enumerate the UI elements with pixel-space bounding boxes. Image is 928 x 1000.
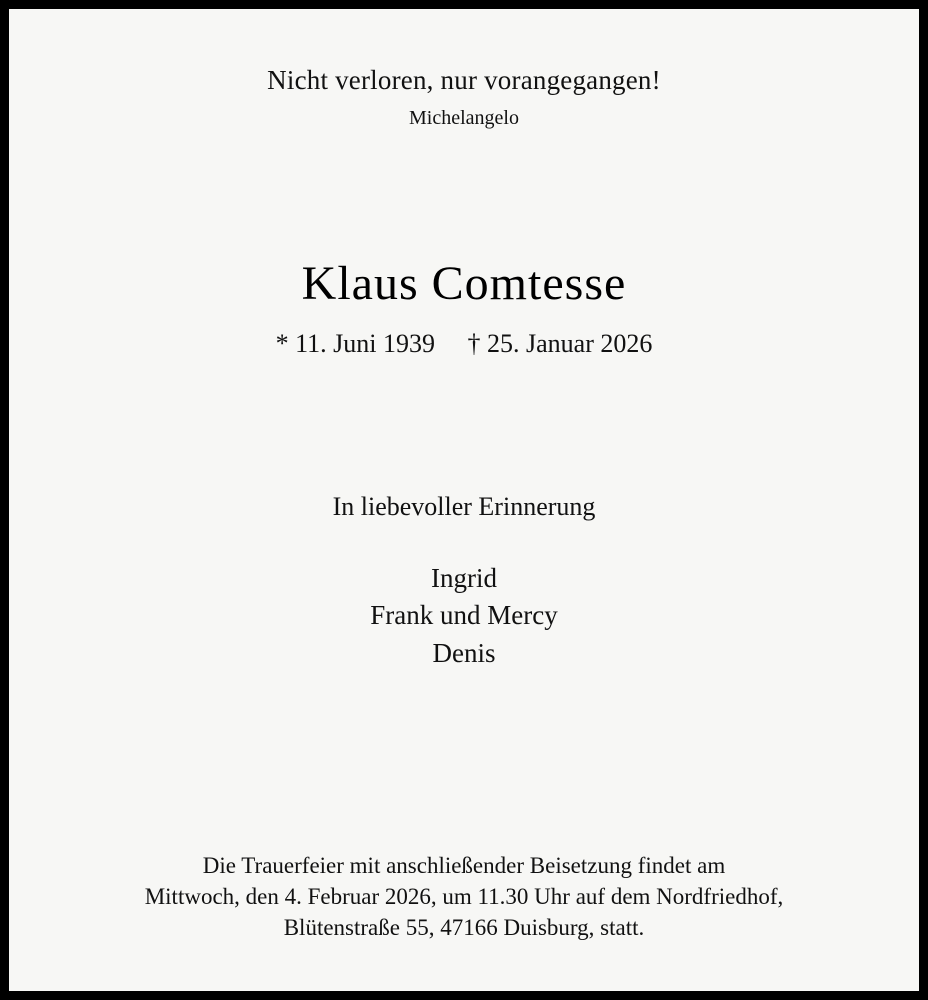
deceased-name: Klaus Comtesse (301, 257, 627, 311)
service-line: Die Trauerfeier mit anschließender Beisetzung findet am (202, 852, 726, 878)
survivor-item: Ingrid (431, 563, 497, 594)
survivor-item: Denis (432, 637, 496, 668)
obituary-content (9, 9, 919, 991)
life-dates: * 11. Juni 1939 † 25. Januar 2026 (275, 329, 653, 359)
quote-author: Michelangelo (409, 107, 519, 130)
survivors-list (370, 560, 557, 672)
quote-block (267, 64, 661, 130)
service-line: Mittwoch, den 4. Februar 2026, um 11.30 Uhr auf dem Nordfriedhof, (144, 883, 784, 909)
quote-text: Nicht verloren, nur vorangegangen! (267, 65, 661, 95)
memory-line: In liebevoller Erinnerung (332, 492, 596, 522)
survivor-item: Frank und Mercy (370, 600, 558, 631)
service-details (145, 850, 784, 943)
service-line: Blütenstraße 55, 47166 Duisburg, statt. (283, 914, 645, 940)
